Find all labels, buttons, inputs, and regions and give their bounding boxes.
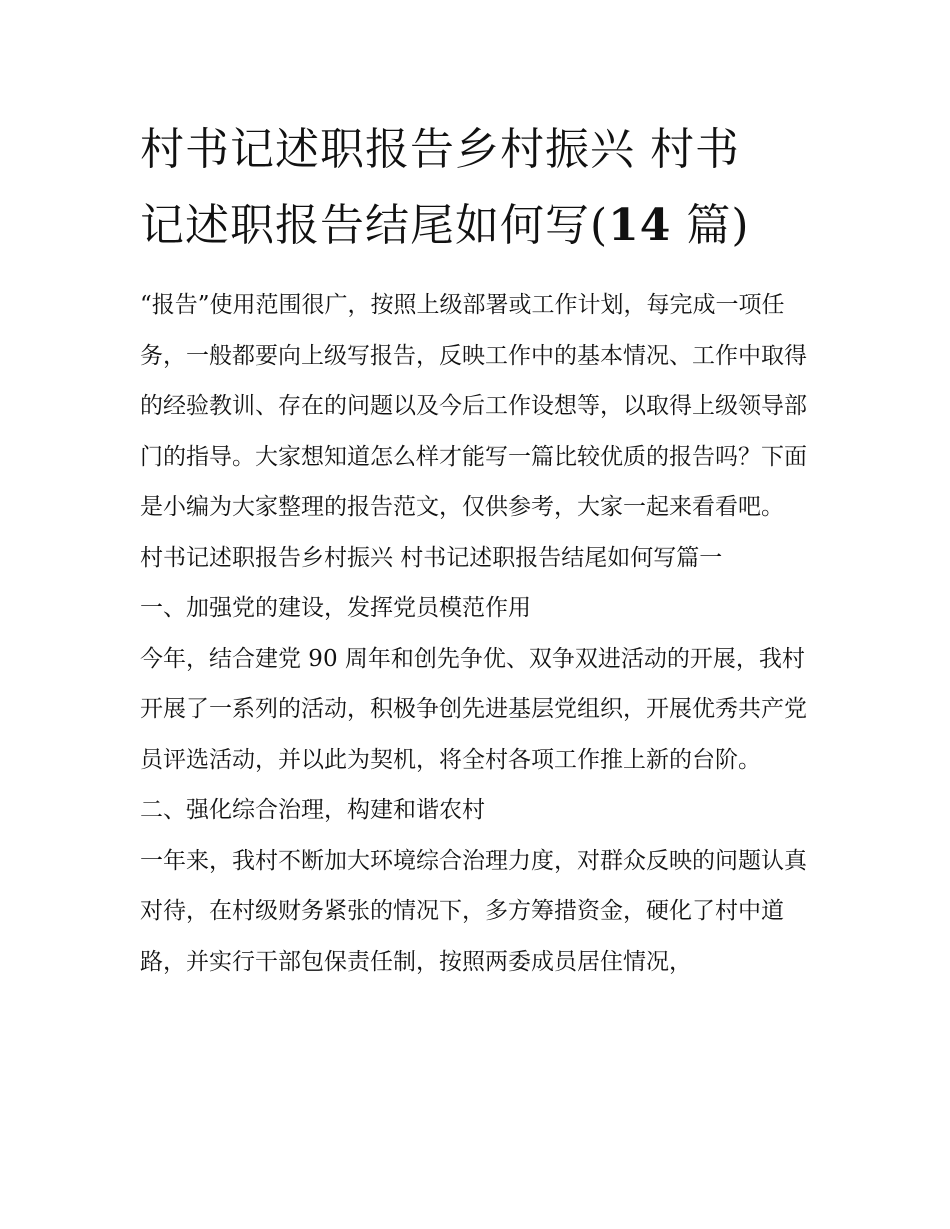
title-line-1: 村书记述职报告乡村振兴 村书: [140, 124, 740, 175]
section-heading: 村书记述职报告乡村振兴 村书记述职报告结尾如何写篇一: [140, 544, 723, 571]
subheading-party-building: 一、加强党的建设，发挥党员模范作用: [140, 595, 531, 621]
paragraph-governance: 一年来，我村不断加大环境综合治理力度，对群众反映的问题认真对待，在村级财务紧张的情况下，多方筹措资金，硬化了村中道路，并实行干部包保责任制，按照两委成员居住情况，: [140, 847, 807, 975]
title-line-2-prefix: 记述职报告结尾如何写(: [140, 200, 609, 251]
title-count: 14: [608, 200, 672, 251]
intro-paragraph: “报告”使用范围很广，按照上级部署或工作计划，每完成一项任务，一般都要向上级写报告，反映工作中的基本情况、工作中取得的经验教训、存在的问题以及今后工作设想等，以取得上级领导部门的指导。大家想知道怎么样才能写一篇比较优质的报告吗？下面是小编为大家整理的报告范文，仅供参考，大家一起来看看吧。: [140, 292, 807, 520]
subheading-governance: 二、强化综合治理，构建和谐农村: [140, 797, 485, 823]
document-title: [140, 112, 820, 264]
paragraph-party-building: 今年，结合建党 90 周年和创先争优、双争双进活动的开展，我村开展了一系列的活动，积极争创先进基层党组织，开展优秀共产党员评选活动，并以此为契机，将全村各项工作推上新的台阶。: [140, 645, 807, 773]
title-line-2-suffix: 篇): [671, 200, 750, 251]
document-body: [140, 112, 820, 987]
